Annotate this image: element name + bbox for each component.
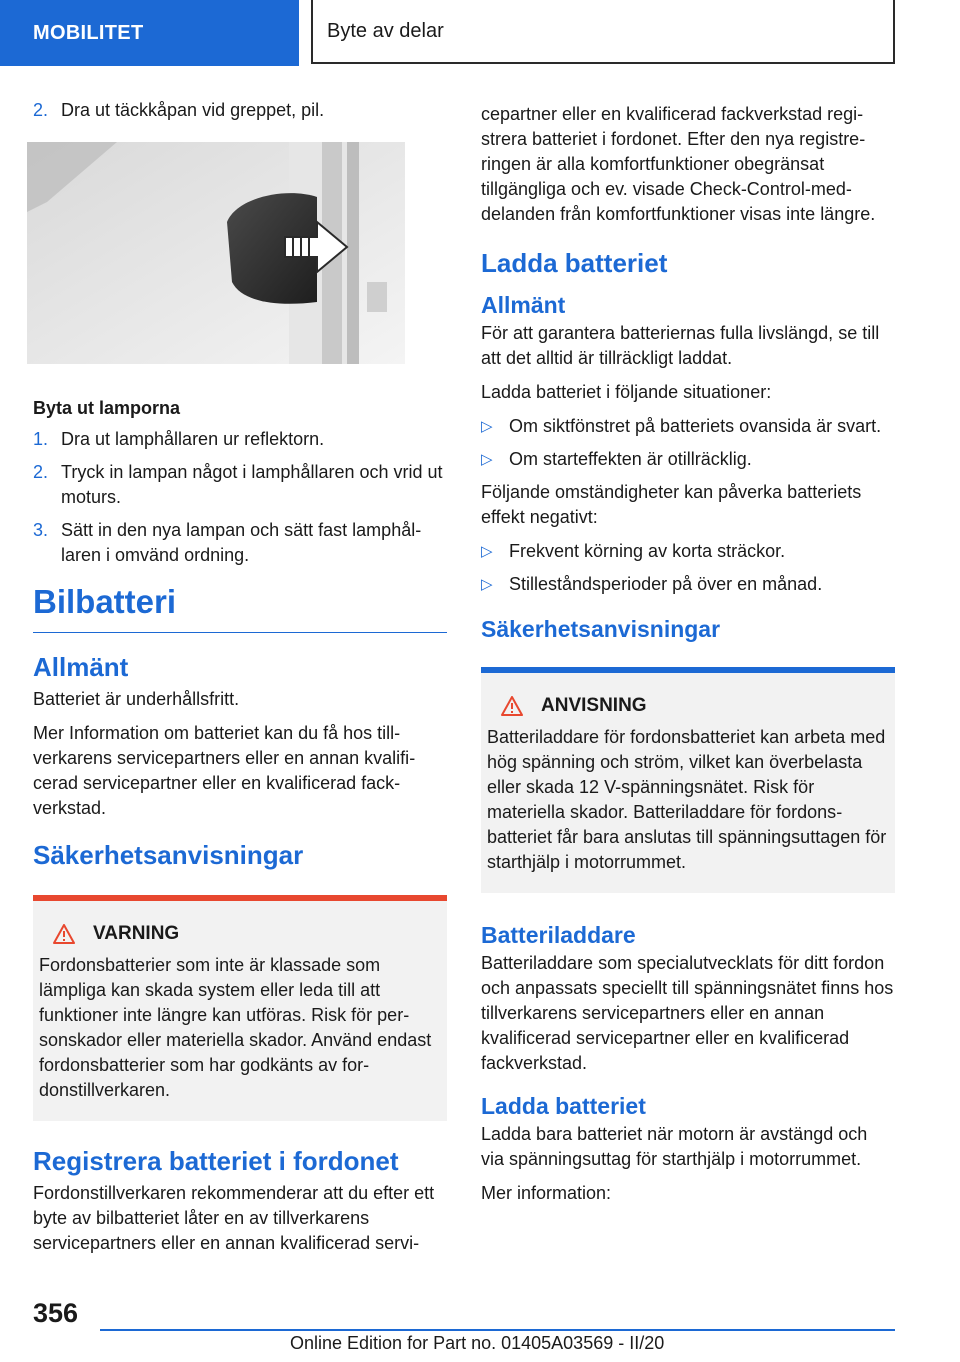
warning-text: Fordonsbatterier som inte är klassade som lämpliga kan skada system eller leda till att funktioner inte längre kan utföras. Risk för personskador eller materiella skador. Använd endast fordonsbatterier som har godkänts av fordonstillverkaren. xyxy=(39,955,432,1100)
bullet-text: Om siktfönstret på batteriets ovansida är svart. xyxy=(509,416,882,436)
chapter-tab xyxy=(311,0,895,64)
section-heading: Allmänt xyxy=(33,652,129,682)
section-label: MOBILITET xyxy=(33,21,144,44)
warning-box xyxy=(33,895,447,1121)
warning-triangle-icon xyxy=(501,696,523,716)
footer-rule xyxy=(100,1329,895,1331)
step-number: 3. xyxy=(33,520,49,540)
right-column xyxy=(481,98,895,1215)
chapter-label: Byte av delar xyxy=(327,19,444,42)
paragraph: Ladda batteriet i följande situationer: xyxy=(481,382,772,402)
paragraph: Mer Information om batteriet kan du få hos tillverkarens servicepartners eller en annan kvalificerad servicepartner eller en kvalificerad fackverkstad. xyxy=(33,723,416,818)
paragraph: cepartner eller en kvalificerad fackverkstad registrera batteriet i fordonet. Efter den nya registreringen är alla komfortfunktioner obegränsat tillgängliga och ev. visade Check-Control-meddelanden från komfortfunktioner visas inte längre. xyxy=(481,104,876,224)
triangle-right-icon: ▷ xyxy=(481,451,493,468)
subsection-heading: Batteriladdare xyxy=(481,922,636,948)
page-number: 356 xyxy=(33,1298,79,1328)
subsection-heading: Allmänt xyxy=(481,292,566,318)
paragraph: Ladda bara batteriet när motorn är avstängd och via spänningsuttag för starthjälp i motorrummet. xyxy=(481,1124,868,1169)
notice-text: Batteriladdare för fordonsbatteriet kan arbeta med hög spänning och ström, vilket kan överbelasta eller skada 12 V-spänningsnätet. Risk för materiella skador. Batteriladdare för fordonsbatteriet får bara anslutas till spänningsuttagen för starthjälp i motorrummet. xyxy=(487,727,887,872)
step-text: Tryck in lampan något i lamphållaren och vrid ut moturs. xyxy=(61,462,443,507)
section-tab xyxy=(0,0,299,66)
step-number: 2. xyxy=(33,100,49,120)
notice-box xyxy=(481,667,895,893)
list-item xyxy=(33,427,447,452)
warning-triangle-icon xyxy=(53,924,75,944)
section-heading: Ladda batteriet xyxy=(481,248,668,278)
list-item xyxy=(33,460,447,510)
bullet-text: Om starteffekten är otillräcklig. xyxy=(509,449,752,469)
list-item xyxy=(33,518,447,568)
list-item xyxy=(33,98,447,123)
triangle-right-icon: ▷ xyxy=(481,418,493,435)
step-text: Dra ut täckkåpan vid greppet, pil. xyxy=(61,100,325,120)
list-item xyxy=(481,414,895,439)
lamp-subtitle: Byta ut lamporna xyxy=(33,398,181,418)
cover-removal-photo xyxy=(27,142,405,364)
paragraph: För att garantera batteriernas fulla livslängd, se till att det alltid är tillräckligt laddat. xyxy=(481,323,880,368)
triangle-right-icon: ▷ xyxy=(481,543,493,560)
section-heading: Registrera batteriet i fordonet xyxy=(33,1146,399,1176)
bullet-text: Stilleståndsperioder på över en månad. xyxy=(509,574,823,594)
step-text: Dra ut lamphållaren ur reflektorn. xyxy=(61,429,325,449)
step-number: 2. xyxy=(33,462,49,482)
chapter-heading: Bilbatteri xyxy=(33,582,447,633)
list-item xyxy=(481,539,895,564)
step-text: Sätt in den nya lampan och sätt fast lamphållaren i omvänd ordning. xyxy=(61,520,422,565)
list-item xyxy=(481,572,895,597)
left-column xyxy=(33,98,447,1265)
notice-label: ANVISNING xyxy=(541,695,647,716)
bullet-text: Frekvent körning av korta sträckor. xyxy=(509,541,786,561)
paragraph: Fordonstillverkaren rekommenderar att du efter ett byte av bilbatteriet låter en av tillverkarens servicepartners eller en annan kvalificerad servi- xyxy=(33,1183,435,1253)
subsection-heading: Ladda batteriet xyxy=(481,1093,646,1119)
list-item xyxy=(481,447,895,472)
subsection-heading: Säkerhetsanvisningar xyxy=(481,616,721,642)
paragraph: Batteriet är underhållsfritt. xyxy=(33,689,240,709)
paragraph: Mer information: xyxy=(481,1183,612,1203)
warning-label: VARNING xyxy=(93,923,180,944)
section-heading: Säkerhetsanvisningar xyxy=(33,840,304,870)
triangle-right-icon: ▷ xyxy=(481,576,493,593)
paragraph: Följande omständigheter kan påverka batteriets effekt negativt: xyxy=(481,482,862,527)
paragraph: Batteriladdare som specialutvecklats för ditt fordon och anpassats speciellt till spänningsnätet finns hos tillverkarens servicepartners eller en annan kvalificerad servicepartner eller en kvalificerad fackverkstad. xyxy=(481,953,894,1073)
edition-text: Online Edition for Part no. 01405A03569 - II/20 xyxy=(290,1333,665,1353)
step-number: 1. xyxy=(33,429,49,449)
